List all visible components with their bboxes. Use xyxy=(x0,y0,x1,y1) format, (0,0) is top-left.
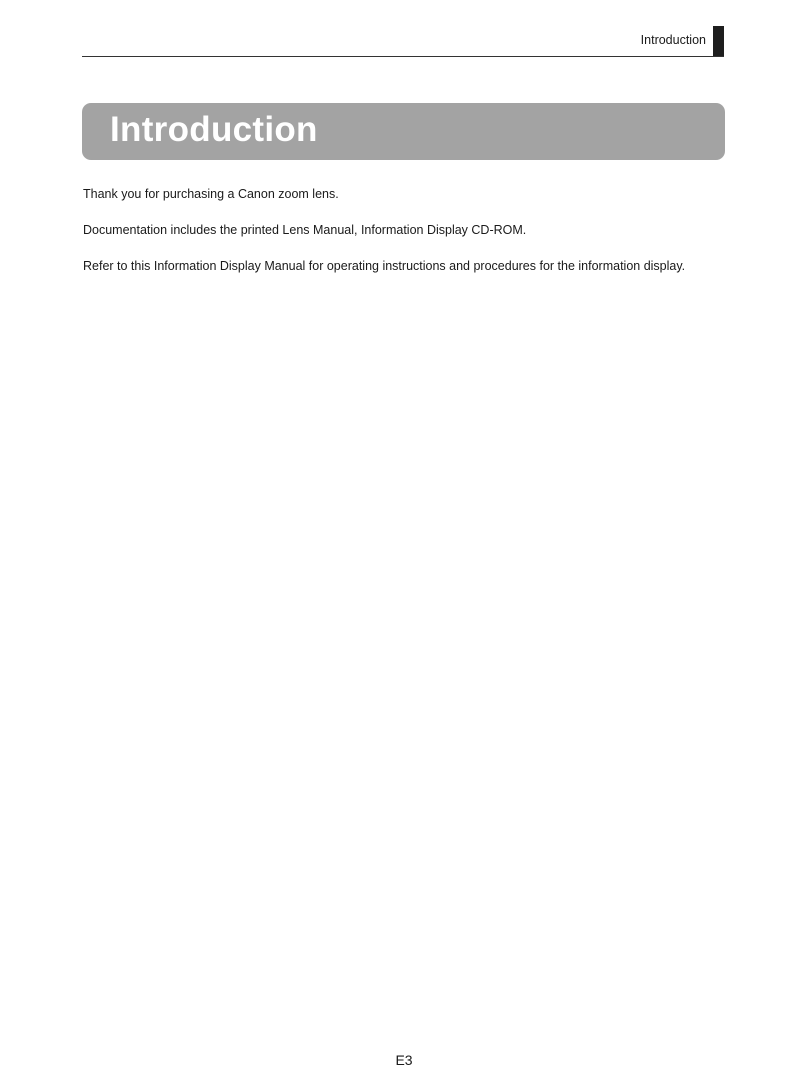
page-title: Introduction xyxy=(110,110,318,149)
title-banner xyxy=(82,103,725,160)
section-label: Introduction xyxy=(640,33,706,47)
paragraph-thank-you: Thank you for purchasing a Canon zoom lens. xyxy=(83,187,339,201)
paragraph-documentation: Documentation includes the printed Lens Manual, Information Display CD-ROM. xyxy=(83,223,527,237)
paragraph-refer: Refer to this Information Display Manual for operating instructions and procedures for the information display. xyxy=(83,259,686,273)
section-tab-marker xyxy=(713,26,724,56)
running-header xyxy=(82,24,724,57)
page-number: E3 xyxy=(395,1052,413,1068)
